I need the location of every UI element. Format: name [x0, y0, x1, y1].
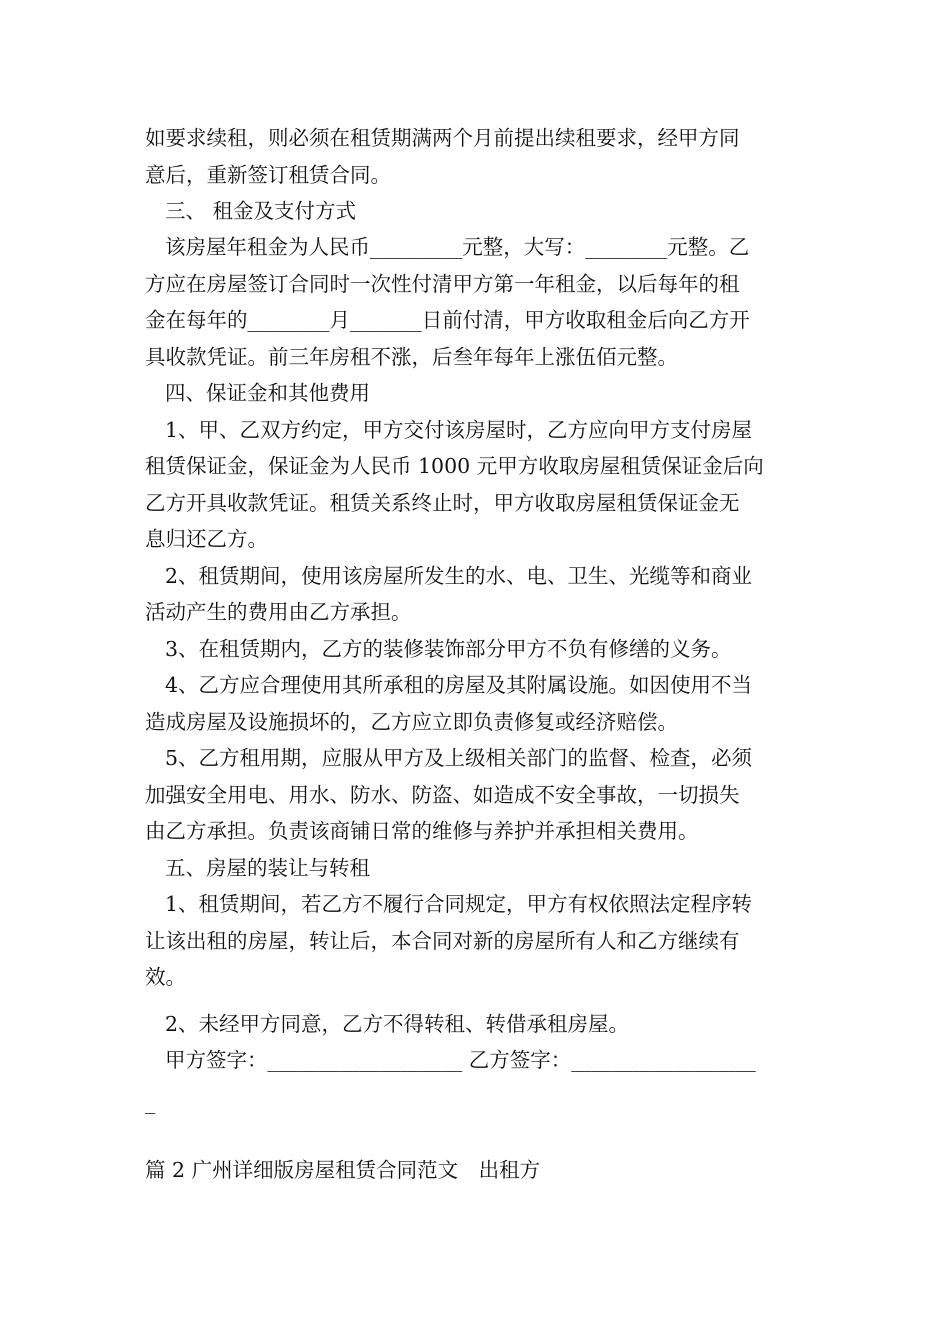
paragraph-line: [165, 1009, 845, 1039]
paragraph-line: [145, 451, 825, 481]
blank-field: _________: [370, 235, 463, 259]
text: 方应在房屋签订合同时一次性付清甲方第一年租金，以后每年的租: [145, 272, 740, 296]
text: 篇 2 广州详细版房屋租赁合同范文 出租方: [145, 1158, 541, 1182]
party-a-signature-label: 甲方签字：: [165, 1048, 268, 1072]
paragraph-line: [145, 342, 825, 372]
text: 乙方开具收款凭证。租赁关系终止时，甲方收取房屋租赁保证金无: [145, 491, 740, 515]
text: _: [145, 1090, 156, 1114]
text: 效。: [145, 965, 186, 989]
text: 该房屋年租金为人民币: [165, 235, 370, 259]
text: 元整，大写：: [462, 235, 586, 259]
blank-field: ________: [585, 235, 668, 259]
text: 4、乙方应合理使用其所承租的房屋及其附属设施。如因使用不当: [165, 673, 753, 697]
text: 月: [329, 308, 350, 332]
text: 日前付清，甲方收取租金后向乙方开: [421, 308, 750, 332]
text: 5、乙方租用期，应服从甲方及上级相关部门的监督、检查，必须: [165, 746, 753, 770]
text: 具收款凭证。前三年房租不涨，后叁年每年上涨伍佰元整。: [145, 345, 678, 369]
paragraph-line: [145, 488, 825, 518]
paragraph-line: [145, 597, 825, 627]
text: 让该出租的房屋，转让后，本合同对新的房屋所有人和乙方继续有: [145, 929, 740, 953]
paragraph-line: [145, 962, 825, 992]
party-b-signature-blank: __________________: [571, 1048, 756, 1072]
paragraph-line: [145, 707, 825, 737]
section-heading: [165, 378, 845, 408]
paragraph-line: [145, 926, 825, 956]
text: 活动产生的费用由乙方承担。: [145, 600, 412, 624]
paragraph-line: [145, 816, 825, 846]
text: 四、保证金和其他费用: [165, 381, 370, 405]
text: 金在每年的: [145, 308, 248, 332]
paragraph-line: [165, 415, 845, 445]
paragraph-line: [145, 269, 825, 299]
text: 造成房屋及设施损坏的，乙方应立即负责修复或经济赔偿。: [145, 710, 678, 734]
section-heading: [165, 196, 845, 226]
paragraph-line: [165, 889, 845, 919]
blank-field: _______: [350, 308, 422, 332]
text: 3、在租赁期内，乙方的装修装饰部分甲方不负有修缮的义务。: [165, 637, 732, 661]
text: 息归还乙方。: [145, 527, 268, 551]
paragraph-line: [145, 524, 825, 554]
text: 租赁保证金，保证金为人民币 1000 元甲方收取房屋租赁保证金后向: [145, 454, 764, 478]
paragraph-line: [165, 670, 845, 700]
section-heading: [165, 853, 845, 883]
paragraph-line: [165, 743, 845, 773]
party-b-signature-label: 乙方签字：: [462, 1048, 572, 1072]
text: 1、租赁期间，若乙方不履行合同规定，甲方有权依照法定程序转: [165, 892, 753, 916]
paragraph-line: [165, 232, 845, 262]
paragraph-line: [145, 160, 825, 190]
paragraph-line: [165, 561, 845, 591]
signature-line: [165, 1045, 845, 1075]
next-document-title: [145, 1155, 825, 1185]
paragraph-line: [145, 123, 825, 153]
text: 由乙方承担。负责该商铺日常的维修与养护并承担相关费用。: [145, 819, 699, 843]
signature-line-continuation: [145, 1087, 825, 1117]
paragraph-line: [145, 305, 825, 335]
paragraph-line: [145, 780, 825, 810]
text: 2、未经甲方同意，乙方不得转租、转借承租房屋。: [165, 1012, 630, 1036]
text: 元整。乙: [667, 235, 750, 259]
text: 意后，重新签订租赁合同。: [145, 163, 391, 187]
text: 三、 租金及支付方式: [165, 199, 357, 223]
text: 1、甲、乙双方约定，甲方交付该房屋时，乙方应向甲方支付房屋: [165, 418, 753, 442]
text: 2、租赁期间，使用该房屋所发生的水、电、卫生、光缆等和商业: [165, 564, 753, 588]
text: 五、房屋的装让与转租: [165, 856, 370, 880]
paragraph-line: [165, 634, 845, 664]
text: 如要求续租，则必须在租赁期满两个月前提出续租要求，经甲方同: [145, 126, 740, 150]
text: 加强安全用电、用水、防水、防盗、如造成不安全事故，一切损失: [145, 783, 740, 807]
blank-field: ________: [247, 308, 330, 332]
party-a-signature-blank: ___________________: [267, 1048, 463, 1072]
